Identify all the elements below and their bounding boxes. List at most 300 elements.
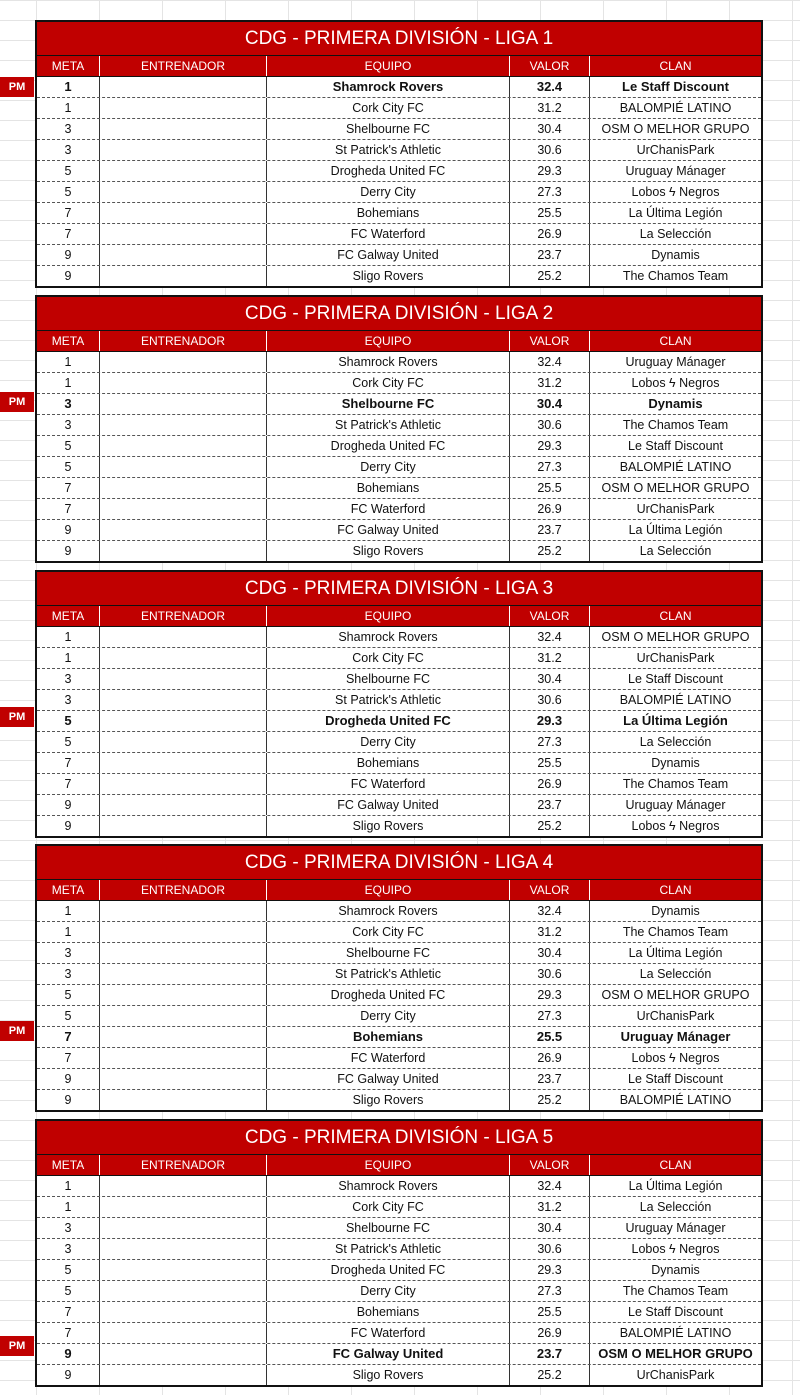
league-title: CDG - PRIMERA DIVISIÓN - LIGA 5 [37, 1121, 761, 1155]
cell-entrenador [100, 1027, 267, 1047]
table-row [37, 161, 761, 182]
cell-entrenador [100, 394, 267, 414]
cell-entrenador [100, 648, 267, 668]
cell-meta: 3 [37, 964, 100, 984]
cell-valor: 26.9 [510, 1323, 590, 1343]
table-row [37, 266, 761, 286]
cell-equipo: Shamrock Rovers [267, 352, 510, 372]
table-row [37, 119, 761, 140]
cell-equipo: Drogheda United FC [267, 436, 510, 456]
cell-meta: 5 [37, 457, 100, 477]
cell-clan: BALOMPIÉ LATINO [619, 1326, 732, 1340]
cell-valor: 27.3 [510, 457, 590, 477]
cell-valor: 23.7 [510, 795, 590, 815]
cell-meta: 7 [37, 499, 100, 519]
cell-equipo: Drogheda United FC [267, 1260, 510, 1280]
header-row [37, 880, 761, 901]
table-row [37, 648, 761, 669]
cell-meta: 7 [37, 478, 100, 498]
cell-valor: 31.2 [510, 98, 590, 118]
cell-valor: 30.4 [510, 119, 590, 139]
cell-valor: 32.4 [510, 627, 590, 647]
cell-equipo: Drogheda United FC [267, 985, 510, 1005]
cell-valor: 23.7 [510, 1069, 590, 1089]
cell-equipo: Shelbourne FC [267, 119, 510, 139]
league-table [35, 570, 763, 838]
cell-clan: Le Staff Discount [628, 1072, 723, 1086]
cell-clan: La Selección [639, 227, 712, 241]
cell-entrenador [100, 753, 267, 773]
header-meta: META [37, 606, 100, 626]
table-row [37, 816, 761, 836]
cell-meta: 7 [37, 1027, 100, 1047]
cell-valor: 25.5 [510, 203, 590, 223]
cell-valor: 30.6 [510, 1239, 590, 1259]
cell-entrenador [100, 1260, 267, 1280]
cell-meta: 5 [37, 1006, 100, 1026]
pm-badge: PM [0, 392, 34, 412]
header-entrenador: ENTRENADOR [100, 1155, 267, 1175]
cell-clan: La Última Legión [628, 206, 723, 220]
cell-valor: 23.7 [510, 1344, 590, 1364]
cell-equipo: Bohemians [267, 1302, 510, 1322]
cell-clan: UrChanisPark [636, 1009, 715, 1023]
cell-valor: 25.2 [510, 1090, 590, 1110]
cell-entrenador [100, 499, 267, 519]
cell-meta: 3 [37, 669, 100, 689]
cell-entrenador [100, 669, 267, 689]
cell-valor: 25.2 [510, 541, 590, 561]
table-row [37, 985, 761, 1006]
cell-meta: 9 [37, 1365, 100, 1385]
cell-valor: 27.3 [510, 1281, 590, 1301]
cell-valor: 30.4 [510, 1218, 590, 1238]
cell-valor: 30.6 [510, 690, 590, 710]
table-row [37, 901, 761, 922]
cell-equipo: Drogheda United FC [267, 711, 510, 731]
cell-valor: 29.3 [510, 1260, 590, 1280]
cell-clan: Uruguay Mánager [620, 1029, 731, 1044]
cell-meta: 1 [37, 1176, 100, 1196]
cell-equipo: Derry City [267, 457, 510, 477]
cell-clan: La Selección [639, 967, 712, 981]
cell-entrenador [100, 1176, 267, 1196]
cell-valor: 29.3 [510, 711, 590, 731]
cell-equipo: Bohemians [267, 478, 510, 498]
cell-meta: 5 [37, 182, 100, 202]
cell-entrenador [100, 541, 267, 561]
cell-equipo: Cork City FC [267, 648, 510, 668]
cell-entrenador [100, 901, 267, 921]
cell-equipo: FC Waterford [267, 224, 510, 244]
table-row [37, 922, 761, 943]
table-row [37, 140, 761, 161]
cell-clan: Uruguay Mánager [625, 355, 726, 369]
cell-equipo: Cork City FC [267, 922, 510, 942]
cell-valor: 32.4 [510, 1176, 590, 1196]
cell-equipo: Shamrock Rovers [267, 77, 510, 97]
cell-clan: BALOMPIÉ LATINO [619, 693, 732, 707]
cell-entrenador [100, 119, 267, 139]
league-table [35, 20, 763, 288]
cell-clan: BALOMPIÉ LATINO [619, 1093, 732, 1107]
cell-entrenador [100, 1006, 267, 1026]
cell-meta: 1 [37, 77, 100, 97]
cell-meta: 7 [37, 774, 100, 794]
header-meta: META [37, 331, 100, 351]
table-row [37, 373, 761, 394]
cell-meta: 1 [37, 1197, 100, 1217]
header-clan: CLAN [659, 883, 692, 897]
cell-equipo: Sligo Rovers [267, 1365, 510, 1385]
league-title: CDG - PRIMERA DIVISIÓN - LIGA 1 [37, 22, 761, 56]
cell-meta: 9 [37, 1090, 100, 1110]
cell-valor: 25.5 [510, 753, 590, 773]
cell-clan: Dynamis [648, 396, 703, 411]
header-equipo: EQUIPO [267, 331, 510, 351]
cell-entrenador [100, 795, 267, 815]
cell-entrenador [100, 140, 267, 160]
table-row [37, 77, 761, 98]
table-row [37, 415, 761, 436]
cell-valor: 23.7 [510, 520, 590, 540]
pm-badge: PM [0, 707, 34, 727]
cell-meta: 7 [37, 203, 100, 223]
table-row [37, 1090, 761, 1110]
cell-equipo: St Patrick's Athletic [267, 690, 510, 710]
cell-meta: 5 [37, 732, 100, 752]
cell-meta: 3 [37, 943, 100, 963]
cell-equipo: FC Galway United [267, 245, 510, 265]
table-row [37, 627, 761, 648]
cell-clan: UrChanisPark [636, 1368, 715, 1382]
cell-valor: 27.3 [510, 732, 590, 752]
cell-entrenador [100, 436, 267, 456]
cell-equipo: Derry City [267, 1006, 510, 1026]
cell-valor: 23.7 [510, 245, 590, 265]
table-row [37, 1260, 761, 1281]
cell-entrenador [100, 266, 267, 286]
cell-valor: 25.5 [510, 1302, 590, 1322]
table-row [37, 690, 761, 711]
table-row [37, 1069, 761, 1090]
cell-equipo: FC Waterford [267, 1323, 510, 1343]
table-row [37, 1239, 761, 1260]
cell-valor: 30.4 [510, 943, 590, 963]
cell-meta: 3 [37, 415, 100, 435]
cell-clan: OSM O MELHOR GRUPO [601, 122, 750, 136]
cell-clan: Lobos ϟ Negros [631, 185, 720, 199]
cell-meta: 5 [37, 985, 100, 1005]
cell-clan: La Última Legión [628, 1179, 723, 1193]
cell-valor: 31.2 [510, 648, 590, 668]
cell-clan: BALOMPIÉ LATINO [619, 460, 732, 474]
cell-entrenador [100, 1090, 267, 1110]
cell-clan: OSM O MELHOR GRUPO [598, 1346, 753, 1361]
cell-valor: 29.3 [510, 161, 590, 181]
cell-entrenador [100, 373, 267, 393]
cell-meta: 9 [37, 520, 100, 540]
cell-meta: 3 [37, 119, 100, 139]
table-row [37, 669, 761, 690]
cell-meta: 3 [37, 394, 100, 414]
cell-valor: 27.3 [510, 1006, 590, 1026]
table-row [37, 1323, 761, 1344]
header-row [37, 331, 761, 352]
cell-meta: 7 [37, 753, 100, 773]
cell-entrenador [100, 1365, 267, 1385]
cell-entrenador [100, 245, 267, 265]
cell-entrenador [100, 182, 267, 202]
cell-entrenador [100, 690, 267, 710]
cell-meta: 5 [37, 1281, 100, 1301]
cell-clan: Dynamis [651, 1263, 700, 1277]
table-row [37, 98, 761, 119]
cell-clan: Lobos ϟ Negros [631, 819, 720, 833]
cell-clan: Le Staff Discount [628, 672, 723, 686]
cell-entrenador [100, 711, 267, 731]
cell-clan: La Selección [639, 735, 712, 749]
cell-meta: 1 [37, 98, 100, 118]
cell-equipo: Shamrock Rovers [267, 627, 510, 647]
cell-entrenador [100, 520, 267, 540]
table-row [37, 711, 761, 732]
cell-clan: The Chamos Team [622, 777, 729, 791]
cell-equipo: Cork City FC [267, 98, 510, 118]
table-row [37, 774, 761, 795]
cell-clan: The Chamos Team [622, 418, 729, 432]
cell-valor: 30.4 [510, 669, 590, 689]
cell-equipo: Cork City FC [267, 1197, 510, 1217]
cell-equipo: Cork City FC [267, 373, 510, 393]
cell-meta: 1 [37, 901, 100, 921]
cell-entrenador [100, 1302, 267, 1322]
cell-meta: 1 [37, 352, 100, 372]
cell-entrenador [100, 457, 267, 477]
cell-equipo: St Patrick's Athletic [267, 964, 510, 984]
table-row [37, 1176, 761, 1197]
cell-meta: 1 [37, 648, 100, 668]
cell-entrenador [100, 1281, 267, 1301]
cell-meta: 5 [37, 161, 100, 181]
pm-badge: PM [0, 1336, 34, 1356]
cell-equipo: FC Galway United [267, 520, 510, 540]
cell-valor: 29.3 [510, 985, 590, 1005]
table-row [37, 1281, 761, 1302]
cell-clan: UrChanisPark [636, 143, 715, 157]
table-row [37, 1006, 761, 1027]
cell-clan: Le Staff Discount [622, 79, 729, 94]
cell-equipo: Bohemians [267, 203, 510, 223]
cell-valor: 25.2 [510, 1365, 590, 1385]
pm-badge: PM [0, 77, 34, 97]
cell-entrenador [100, 1197, 267, 1217]
cell-valor: 25.5 [510, 1027, 590, 1047]
cell-valor: 26.9 [510, 224, 590, 244]
cell-meta: 5 [37, 436, 100, 456]
cell-clan: Lobos ϟ Negros [631, 1051, 720, 1065]
cell-equipo: Derry City [267, 732, 510, 752]
cell-entrenador [100, 1323, 267, 1343]
cell-clan: OSM O MELHOR GRUPO [601, 988, 750, 1002]
header-equipo: EQUIPO [267, 880, 510, 900]
table-row [37, 1218, 761, 1239]
table-row [37, 1344, 761, 1365]
table-row [37, 224, 761, 245]
cell-equipo: Sligo Rovers [267, 1090, 510, 1110]
cell-entrenador [100, 964, 267, 984]
league-title: CDG - PRIMERA DIVISIÓN - LIGA 4 [37, 846, 761, 880]
cell-entrenador [100, 1239, 267, 1259]
cell-clan: OSM O MELHOR GRUPO [601, 630, 750, 644]
cell-entrenador [100, 224, 267, 244]
cell-entrenador [100, 774, 267, 794]
cell-clan: Dynamis [651, 756, 700, 770]
cell-entrenador [100, 627, 267, 647]
table-row [37, 1027, 761, 1048]
cell-valor: 31.2 [510, 922, 590, 942]
header-clan: CLAN [659, 334, 692, 348]
header-valor: VALOR [510, 880, 590, 900]
cell-valor: 30.6 [510, 140, 590, 160]
header-meta: META [37, 56, 100, 76]
table-row [37, 520, 761, 541]
cell-entrenador [100, 161, 267, 181]
cell-clan: La Selección [639, 1200, 712, 1214]
cell-equipo: Shelbourne FC [267, 394, 510, 414]
table-row [37, 541, 761, 561]
table-row [37, 394, 761, 415]
cell-equipo: Shelbourne FC [267, 1218, 510, 1238]
cell-meta: 7 [37, 1302, 100, 1322]
cell-clan: Uruguay Mánager [625, 798, 726, 812]
table-row [37, 352, 761, 373]
league-title: CDG - PRIMERA DIVISIÓN - LIGA 2 [37, 297, 761, 331]
cell-valor: 30.4 [510, 394, 590, 414]
pm-badge: PM [0, 1021, 34, 1041]
cell-valor: 25.5 [510, 478, 590, 498]
cell-valor: 32.4 [510, 901, 590, 921]
cell-meta: 9 [37, 1344, 100, 1364]
cell-entrenador [100, 478, 267, 498]
cell-valor: 26.9 [510, 499, 590, 519]
cell-entrenador [100, 1048, 267, 1068]
cell-meta: 3 [37, 690, 100, 710]
cell-clan: Dynamis [651, 904, 700, 918]
cell-equipo: FC Galway United [267, 1069, 510, 1089]
cell-equipo: FC Galway United [267, 795, 510, 815]
cell-meta: 7 [37, 224, 100, 244]
table-row [37, 732, 761, 753]
header-equipo: EQUIPO [267, 1155, 510, 1175]
table-row [37, 478, 761, 499]
cell-clan: Dynamis [651, 248, 700, 262]
cell-valor: 32.4 [510, 352, 590, 372]
table-row [37, 1365, 761, 1385]
cell-meta: 3 [37, 140, 100, 160]
cell-meta: 9 [37, 266, 100, 286]
table-row [37, 499, 761, 520]
league-table [35, 844, 763, 1112]
header-entrenador: ENTRENADOR [100, 880, 267, 900]
cell-clan: La Última Legión [623, 713, 728, 728]
cell-equipo: St Patrick's Athletic [267, 1239, 510, 1259]
header-row [37, 606, 761, 627]
cell-clan: BALOMPIÉ LATINO [619, 101, 732, 115]
cell-valor: 27.3 [510, 182, 590, 202]
cell-equipo: Sligo Rovers [267, 816, 510, 836]
header-clan: CLAN [659, 1158, 692, 1172]
table-row [37, 203, 761, 224]
cell-clan: OSM O MELHOR GRUPO [601, 481, 750, 495]
cell-clan: La Selección [639, 544, 712, 558]
cell-clan: The Chamos Team [622, 269, 729, 283]
cell-meta: 5 [37, 711, 100, 731]
cell-clan: UrChanisPark [636, 651, 715, 665]
header-clan: CLAN [659, 609, 692, 623]
cell-equipo: FC Waterford [267, 774, 510, 794]
cell-valor: 31.2 [510, 373, 590, 393]
cell-equipo: Derry City [267, 182, 510, 202]
header-entrenador: ENTRENADOR [100, 331, 267, 351]
header-valor: VALOR [510, 606, 590, 626]
header-entrenador: ENTRENADOR [100, 56, 267, 76]
table-row [37, 245, 761, 266]
cell-meta: 9 [37, 795, 100, 815]
cell-equipo: FC Waterford [267, 499, 510, 519]
cell-meta: 9 [37, 541, 100, 561]
cell-entrenador [100, 77, 267, 97]
cell-equipo: St Patrick's Athletic [267, 140, 510, 160]
cell-equipo: Sligo Rovers [267, 541, 510, 561]
header-meta: META [37, 880, 100, 900]
cell-clan: The Chamos Team [622, 925, 729, 939]
cell-equipo: Bohemians [267, 753, 510, 773]
table-row [37, 753, 761, 774]
cell-valor: 26.9 [510, 1048, 590, 1068]
table-row [37, 1302, 761, 1323]
cell-equipo: Derry City [267, 1281, 510, 1301]
cell-entrenador [100, 732, 267, 752]
league-table [35, 295, 763, 563]
cell-valor: 25.2 [510, 816, 590, 836]
cell-meta: 7 [37, 1048, 100, 1068]
table-row [37, 1048, 761, 1069]
cell-entrenador [100, 352, 267, 372]
cell-entrenador [100, 1218, 267, 1238]
cell-entrenador [100, 985, 267, 1005]
header-row [37, 56, 761, 77]
cell-clan: Uruguay Mánager [625, 1221, 726, 1235]
cell-clan: Lobos ϟ Negros [631, 1242, 720, 1256]
cell-entrenador [100, 816, 267, 836]
league-title: CDG - PRIMERA DIVISIÓN - LIGA 3 [37, 572, 761, 606]
cell-clan: Lobos ϟ Negros [631, 376, 720, 390]
cell-meta: 9 [37, 245, 100, 265]
cell-clan: Le Staff Discount [628, 1305, 723, 1319]
cell-clan: The Chamos Team [622, 1284, 729, 1298]
cell-equipo: Shelbourne FC [267, 669, 510, 689]
cell-entrenador [100, 98, 267, 118]
cell-valor: 30.6 [510, 964, 590, 984]
cell-valor: 29.3 [510, 436, 590, 456]
header-equipo: EQUIPO [267, 606, 510, 626]
cell-equipo: Sligo Rovers [267, 266, 510, 286]
header-equipo: EQUIPO [267, 56, 510, 76]
cell-valor: 26.9 [510, 774, 590, 794]
table-row [37, 943, 761, 964]
cell-meta: 1 [37, 373, 100, 393]
